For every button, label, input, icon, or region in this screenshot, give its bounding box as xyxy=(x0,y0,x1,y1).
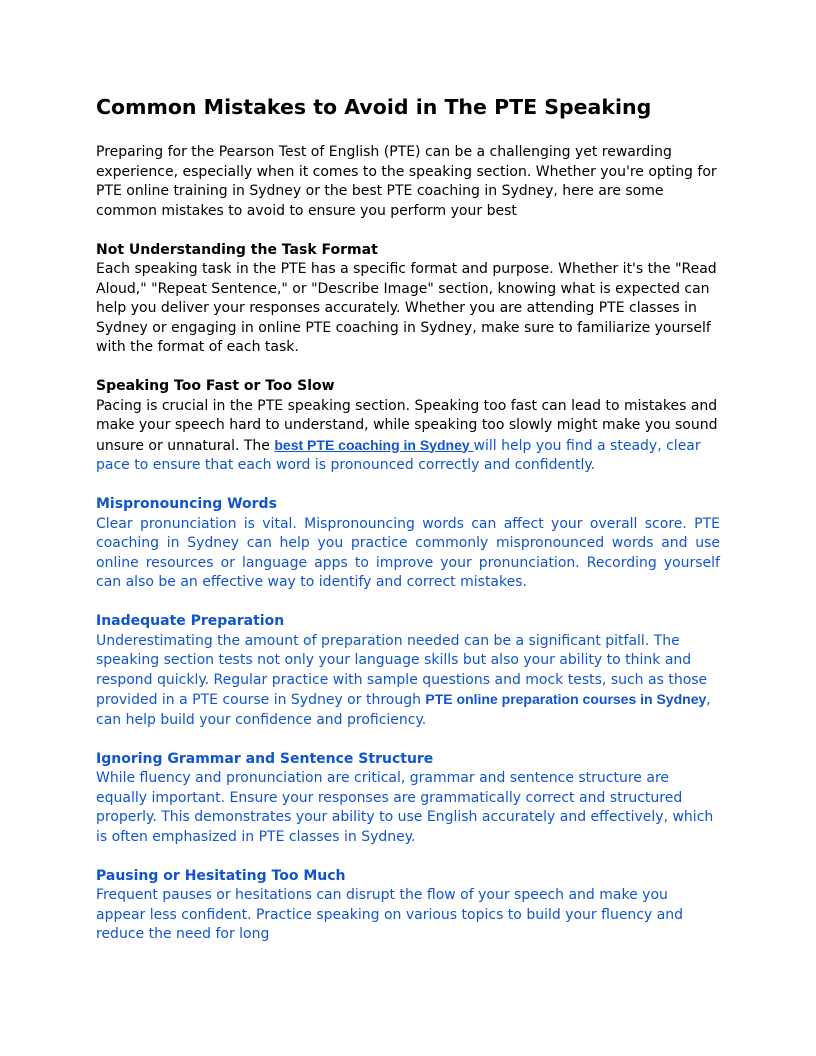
section-body xyxy=(96,632,720,731)
section-heading: Pausing or Hesitating Too Much xyxy=(96,867,346,884)
section-body-text-after: , can help build your confidence and proficiency. xyxy=(96,692,711,728)
section-body-text: Pacing is crucial in the PTE speaking section. Speaking too fast can lead to mistakes and make your speech hard to understand, while speaking too slowly might make you sound unsure or unnatural. The xyxy=(96,397,718,454)
section-grammar xyxy=(96,750,720,848)
section-mispronouncing xyxy=(96,495,720,593)
intro-section xyxy=(96,143,720,221)
section-body: Frequent pauses or hesitations can disrupt the flow of your speech and make you appear less confident. Practice speaking on various topics to build your fluency and reduce the need for long xyxy=(96,887,684,942)
section-heading: Ignoring Grammar and Sentence Structure xyxy=(96,750,434,767)
best-pte-coaching-link[interactable]: best PTE coaching in Sydney xyxy=(274,436,474,453)
section-heading: Mispronouncing Words xyxy=(96,496,277,512)
section-body: Clear pronunciation is vital. Mispronouncing words can affect your overall score. PTE coaching in Sydney can help you practice commonly mispronounced words and use online resources or language apps to improve your pronunciation. Recording yourself can also be an effective way to identify and correct mistakes. xyxy=(96,515,720,590)
section-body: While fluency and pronunciation are critical, grammar and sentence structure are equally important. Ensure your responses are grammatically correct and structured properly. This demonstrates your ability to use English accurately and effectively, which is often emphasized in PTE classes in Sydney. xyxy=(96,770,714,845)
section-heading: Not Understanding the Task Format xyxy=(96,241,378,258)
section-body-text-after: will help you find a steady, clear pace to ensure that each word is pronounced correctly and confidently. xyxy=(96,437,701,473)
section-body: Each speaking task in the PTE has a specific format and purpose. Whether it's the "Read Aloud," "Repeat Sentence," or "Describe Image" section, knowing what is expected can help you deliver your responses accurately. Whether you are attending PTE classes in Sydney or engaging in online PTE coaching in Sydney, make sure to familiarize yourself with the format of each task. xyxy=(96,261,717,355)
page-title: Common Mistakes to Avoid in The PTE Speaking xyxy=(96,95,652,119)
section-pausing xyxy=(96,867,720,945)
section-task-format xyxy=(96,241,720,358)
section-heading: Speaking Too Fast or Too Slow xyxy=(96,378,335,394)
document-page xyxy=(96,93,720,964)
section-body xyxy=(96,397,720,476)
section-body-text: Underestimating the amount of preparation needed can be a significant pitfall. The speaking section tests not only your language skills but also your ability to think and respond quickly. Regular practice with sample questions and mock tests, such as those provided in a PTE course in Sydney or through xyxy=(96,632,708,708)
intro-paragraph: Preparing for the Pearson Test of English (PTE) can be a challenging yet rewarding experience, especially when it comes to the speaking section. Whether you're opting for PTE online training in Sydney or the best PTE coaching in Sydney, here are some common mistakes to avoid to ensure you perform your best xyxy=(96,144,717,219)
pte-online-courses-text: PTE online preparation courses in Sydney xyxy=(425,691,707,707)
section-preparation xyxy=(96,612,720,730)
section-speaking-pace xyxy=(96,377,720,476)
section-heading: Inadequate Preparation xyxy=(96,613,285,629)
